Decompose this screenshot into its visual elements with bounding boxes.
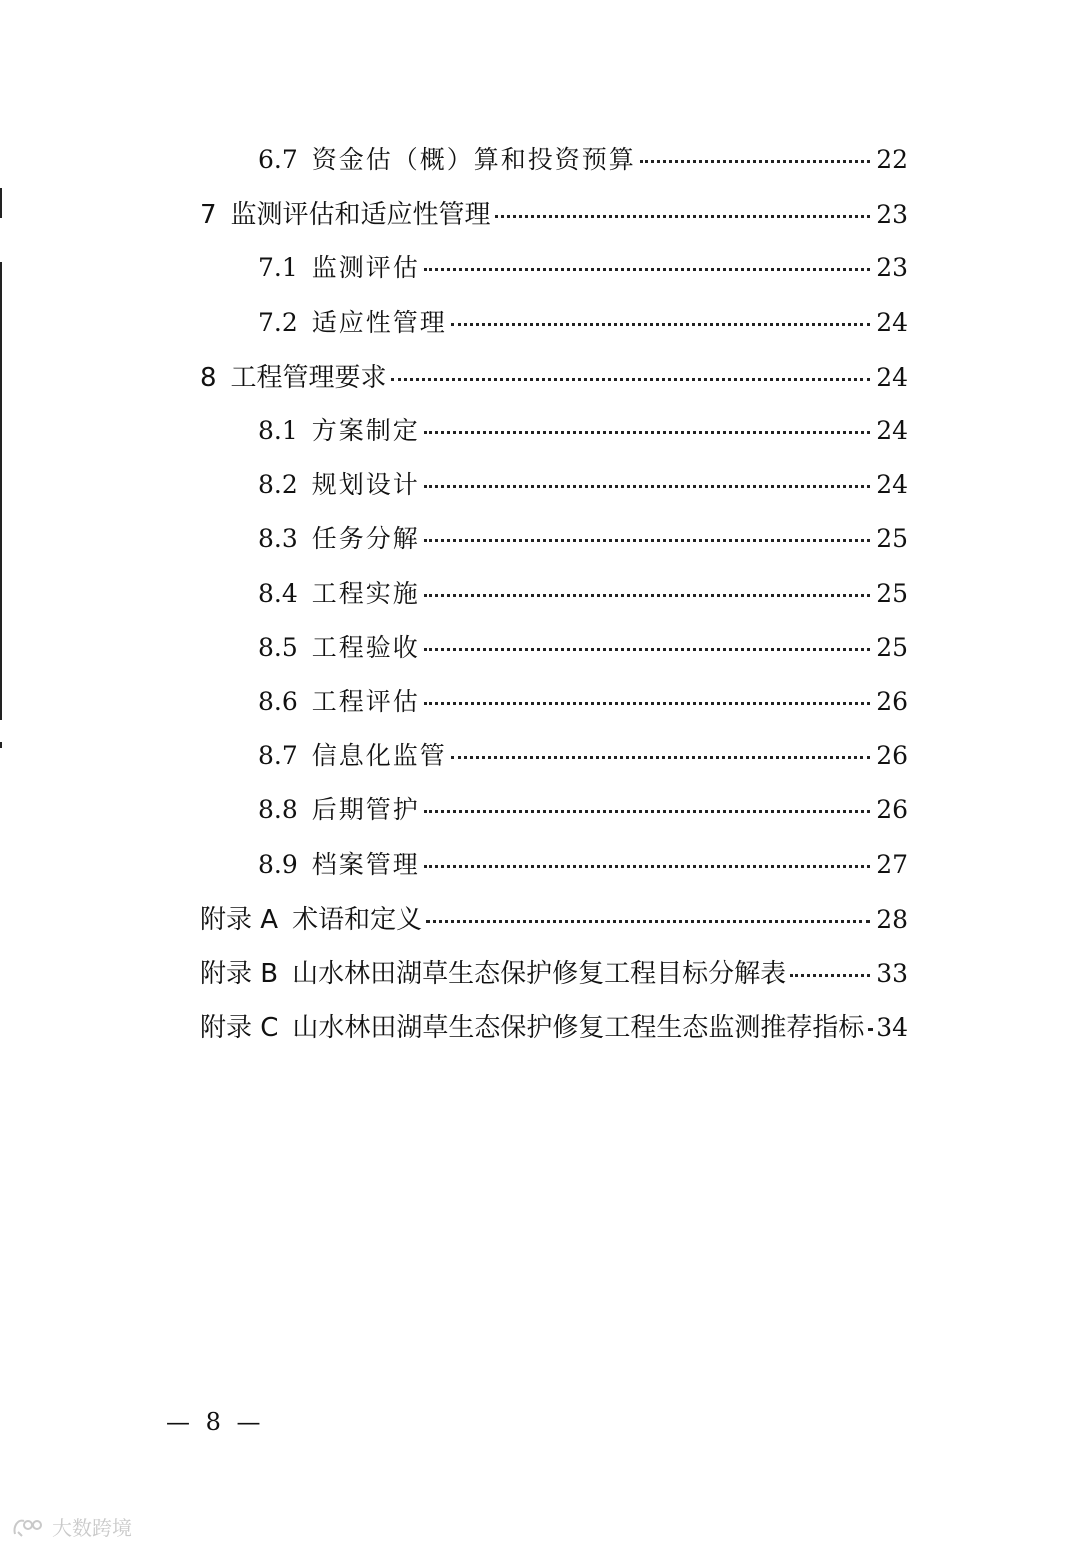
- toc-entry-page: 23: [876, 200, 908, 230]
- toc-dot-leader: [424, 431, 870, 434]
- toc-entry-number: 8.1: [258, 416, 298, 445]
- toc-entry-page: 24: [876, 416, 908, 445]
- toc-entry[interactable]: [258, 140, 908, 176]
- toc-entry-title: 工程实施: [311, 578, 420, 608]
- toc-entry-number: 8.5: [258, 632, 298, 662]
- toc-entry-number: 8.6: [258, 687, 298, 716]
- toc-entry[interactable]: [258, 303, 908, 339]
- toc-entry-page: 26: [876, 687, 908, 716]
- toc-dot-leader: [790, 974, 870, 977]
- toc-entry-title: 山水林田湖草生态保护修复工程目标分解表: [292, 959, 787, 989]
- toc-dot-leader: [451, 756, 870, 759]
- toc-entry-title: 档案管理: [311, 849, 420, 879]
- toc-entry-number: 8.7: [258, 741, 298, 771]
- toc-dot-leader: [495, 215, 871, 218]
- toc-entry[interactable]: [258, 845, 908, 881]
- toc-entry-number: 8.8: [258, 795, 298, 825]
- toc-entry-number: 附录 B: [200, 959, 279, 989]
- toc-dot-leader: [424, 865, 870, 868]
- toc-entry-title: 工程管理要求: [230, 362, 387, 393]
- toc-entry-title: 规划设计: [311, 470, 420, 500]
- toc-entry[interactable]: [258, 628, 908, 664]
- toc-entry-page: 27: [876, 849, 908, 879]
- toc-dot-leader: [424, 539, 870, 542]
- toc-dot-leader: [424, 810, 870, 813]
- toc-entry-page: 24: [876, 307, 908, 337]
- scan-edge-line-top: [0, 188, 2, 218]
- toc-entry-page: 34: [876, 1013, 908, 1043]
- toc-dot-leader: [424, 648, 870, 651]
- toc-entry-number: 7.1: [258, 253, 298, 283]
- toc-dot-leader: [391, 378, 871, 381]
- toc-entry[interactable]: [258, 682, 908, 718]
- toc-entry-title: 监测评估和适应性管理: [230, 200, 491, 231]
- toc-dot-leader: [426, 920, 870, 923]
- toc-entry-title: 后期管护: [311, 795, 420, 825]
- toc-entry[interactable]: [200, 357, 908, 394]
- toc-entry-number: 8.4: [258, 578, 298, 608]
- toc-entry-title: 工程验收: [311, 632, 420, 662]
- toc-entry-number: 6.7: [258, 145, 298, 174]
- toc-entry-number: 7.2: [258, 307, 298, 337]
- toc-entry-title: 信息化监管: [311, 741, 447, 771]
- toc-entry-title: 方案制定: [311, 416, 420, 445]
- toc-entry-page: 28: [876, 904, 908, 934]
- toc-dot-leader: [424, 268, 870, 271]
- toc-entry[interactable]: [258, 736, 908, 772]
- toc-dot-leader: [451, 323, 870, 326]
- toc-entry[interactable]: [200, 899, 908, 936]
- toc-dot-leader: [424, 485, 870, 488]
- toc-entry[interactable]: [258, 248, 908, 284]
- toc-entry-page: 24: [876, 362, 908, 392]
- toc-entry-page: 25: [876, 524, 908, 554]
- toc-dot-leader: [424, 594, 870, 597]
- watermark-text: 大数跨境: [52, 1516, 132, 1540]
- toc-entry-title: 山水林田湖草生态保护修复工程生态监测推荐指标: [292, 1013, 865, 1044]
- toc-entry-page: 25: [876, 578, 908, 608]
- toc-entry-page: 23: [876, 253, 908, 283]
- toc-entry-page: 22: [876, 145, 908, 174]
- toc-entry-number: 附录 A: [200, 904, 279, 935]
- toc-entry-number: 附录 C: [200, 1013, 279, 1044]
- toc-entry[interactable]: [200, 1007, 908, 1044]
- toc-entry[interactable]: [258, 574, 908, 610]
- toc-entry-page: 26: [876, 741, 908, 771]
- toc-entry-page: 25: [876, 632, 908, 662]
- toc-dot-leader: [424, 702, 870, 705]
- toc-entry-number: 8: [200, 362, 217, 393]
- toc-entry[interactable]: [200, 194, 908, 231]
- toc-entry-number: 8.9: [258, 849, 298, 879]
- toc-entry-title: 适应性管理: [311, 307, 447, 337]
- watermark-logo-icon: [12, 1516, 46, 1538]
- scan-edge-line-main: [0, 262, 2, 720]
- toc-entry-title: 术语和定义: [292, 904, 423, 935]
- toc-dot-leader: [868, 1028, 870, 1031]
- toc-entry-title: 任务分解: [311, 524, 420, 554]
- toc-dot-leader: [640, 160, 870, 163]
- toc-entry-number: 8.2: [258, 470, 298, 500]
- toc-entry-title: 资金估（概）算和投资预算: [311, 145, 636, 174]
- page-number: — 8 —: [166, 1408, 265, 1436]
- watermark: [12, 1512, 132, 1541]
- scan-edge-mark: [0, 742, 2, 748]
- toc-entry-page: 24: [876, 470, 908, 500]
- toc-entry-number: 7: [200, 200, 217, 231]
- toc-entry[interactable]: [258, 411, 908, 447]
- toc-entry[interactable]: [258, 790, 908, 826]
- toc-entry-page: 26: [876, 795, 908, 825]
- toc-entry-title: 监测评估: [311, 253, 420, 283]
- toc-entry-page: 33: [876, 959, 908, 988]
- toc-entry-title: 工程评估: [311, 687, 420, 716]
- toc-entry-number: 8.3: [258, 524, 298, 554]
- toc-entry[interactable]: [258, 465, 908, 501]
- toc-entry[interactable]: [258, 519, 908, 555]
- toc-entry[interactable]: [200, 953, 908, 990]
